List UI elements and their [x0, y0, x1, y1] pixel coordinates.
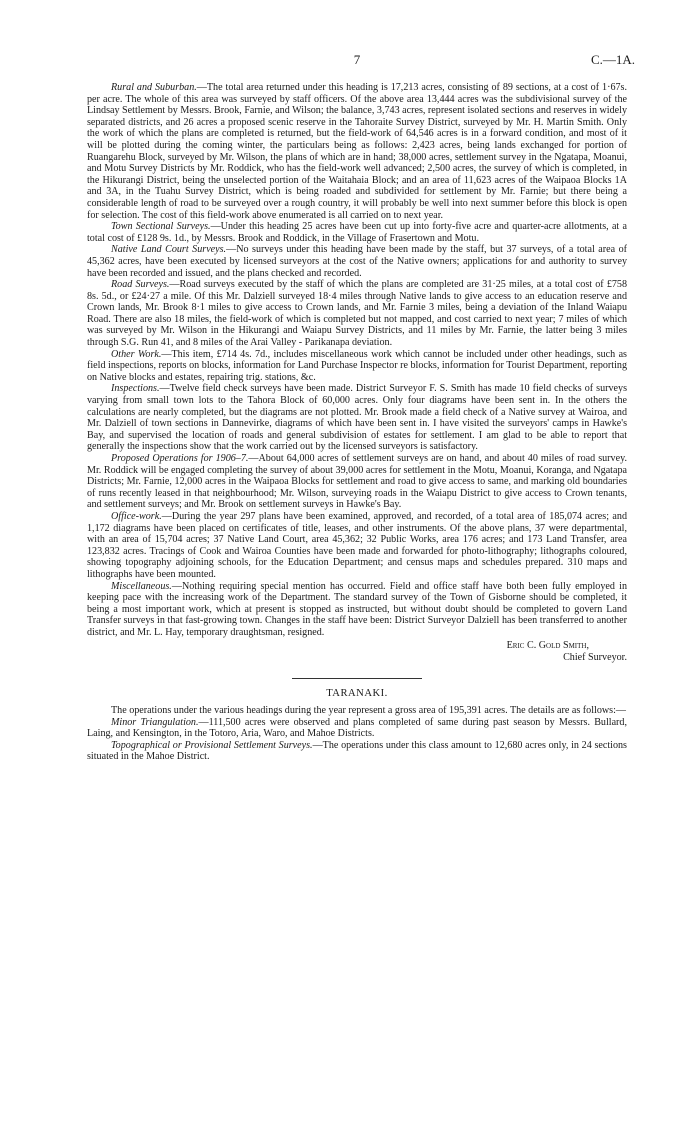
- paragraph-text: —Nothing requiring special mention has occurred. Field and office staff have both been fully employed in keeping pace with the increasing work of the Department. The standard survey of the Town of Gisborne should be completed, it being a most important work, which at present is stopped as instructed, but without doubt should be completed to govern Land Transfer surveys in that fast-growing town. Changes in the staff have been: District Surveyor Dalziell has been transferred to another district, and Mr. L. Hay, temporary draughtsman, resigned.: [87, 580, 627, 638]
- paragraph-heading: Road Surveys.: [111, 279, 170, 291]
- paragraph-text: —The operations under this class amount to 12,680 acres only, in 24 sections situated in the Mahoe District.: [87, 739, 627, 763]
- document-page: [87, 52, 635, 763]
- paragraph-text: —This item, £714 4s. 7d., includes miscellaneous work which cannot be included under other headings, such as field inspections, reports on blocks, information for Land Purchase Inspector re blocks, information for Tourist Department, reporting on Native blocks and estates, repairing trig. stations, &c.: [87, 348, 627, 383]
- signature-block: [87, 640, 627, 664]
- paragraph-minor-triangulation: [87, 717, 627, 740]
- report-body: [87, 82, 627, 763]
- paragraph-heading: Office-work.: [111, 510, 162, 522]
- paragraph-road-surveys: [87, 279, 627, 349]
- paragraph-miscellaneous: [87, 581, 627, 639]
- section-divider: [292, 678, 422, 679]
- paragraph-inspections: [87, 383, 627, 453]
- paragraph-text: —Twelve field check surveys have been made. District Surveyor F. S. Smith has made 10 field checks of surveys varying from small town lots to the Tahora Block of 60,000 acres. Only four diagrams have been sent in. In the others the calculations are nearly completed, but the diagrams are not plotted. Mr. Brook made a field check of a Native survey at Wairoa, and Mr. Dalziell of town sections in Dannevirke, diagrams of which have been sent in. I have visited the surveyors' camps in Hawke's Bay, and supervised the location of roads and general subdivision of estates for settlement. I am glad to be able to report that generally the inspections show that the work carried out by the licensed surveyors is satisfactory.: [87, 383, 627, 453]
- signature-name: Eric C. Gold Smith,: [506, 639, 589, 651]
- paragraph-native-land-court: [87, 244, 627, 279]
- paragraph-text: —Under this heading 25 acres have been cut up into forty-five acre and quarter-acre allotments, at a total cost of £128 9s. 1d., by Messrs. Brook and Roddick, in the Village of Frasertown and Motu.: [87, 221, 627, 244]
- paragraph-topographical-surveys: [87, 740, 627, 763]
- signature-title: Chief Surveyor.: [563, 651, 627, 663]
- paragraph-office-work: [87, 511, 627, 581]
- paragraph-heading: Miscellaneous.: [111, 580, 172, 592]
- paragraph-proposed-operations: [87, 453, 627, 511]
- paragraph-heading: Inspections.: [111, 383, 160, 395]
- document-reference: C.—1A.: [590, 52, 635, 67]
- page-header: [87, 52, 635, 72]
- page-number: 7: [353, 52, 361, 67]
- paragraph-text: —Road surveys executed by the staff of which the plans are completed are 31·25 miles, at a total cost of £758 8s. 5d., or £24·27 a mile. Of this Mr. Dalziell surveyed 18·4 miles through Native lands to give access to an education reserve and Crown lands, Mr. Brook 8·1 miles to give access to Crown lands, and Mr. Farnie 3 miles, being a deviation of the Inland Waiapu Road. There are also 18 miles, the field-work of which is completed but not mapped, and cost carried to next year; 7 miles of which was surveyed by Mr. Wilson in the Hikurangi and Waiapu Survey Districts, and 11 miles by Mr. Farnie, the latter being 3 miles through S.G. Run 41, and 8 miles of the Arai Valley - Parikanapa deviation.: [87, 279, 627, 349]
- paragraph-text: —No surveys under this heading have been made by the staff, but 37 surveys, of a total area of 45,362 acres, have been executed by licensed surveyors at the cost of the Native owners; applications for and authority to survey have been recorded and issued, and the plans checked and recorded.: [87, 244, 627, 279]
- paragraph-heading: Topographical or Provisional Settlement Surveys.: [111, 739, 313, 751]
- paragraph-heading: Minor Triangulation.: [111, 716, 199, 728]
- paragraph-town-sectional: [87, 221, 627, 244]
- paragraph-heading: Rural and Suburban.: [111, 82, 197, 93]
- paragraph-text: The operations under the various headings during the year represent a gross area of 195,391 acres. The details are as follows:—: [111, 705, 626, 717]
- paragraph-text: —The total area returned under this heading is 17,213 acres, consisting of 89 sections, at a cost of 1·67s. per acre. The whole of this area was surveyed by staff officers. Of the above area 13,444 acres was the subdivisional survey of the Lindsay Settlement by Messrs. Brook, Farnie, and Wilson; the balance, 3,743 acres, represent isolated sections and reserves in widely separated districts, and 26 acres a proposed scenic reserve in the Tahoraite Survey District, surveyed by Mr. H. Martin Smith. Only the work of which the plans are completed is returned, but the field-work of 64,546 acres is in a forward condition, and most of it will be plotted during the coming winter, the particulars being as follows: 2,423 acres, being lands exchanged for portion of Ruangarehu Block, surveyed by Mr. Wilson, the plans of which are in hand; 38,000 acres, settlement survey in the Ngatapa, Moanui, and Motu Survey Districts by Mr. Roddick, who has the field-work well advanced; 2,500 acres, the survey of which is completed, in the Hikurangi District, being the unselected portion of the Waitahaia Block; and an area of 11,623 acres of the Waipaoa Blocks 1A and 3A, in the Tuahu Survey District, which is being roaded and subdivided for settlement by Mr. Farnie; but there being a considerable length of road to be surveyed over a rough country, it will probably be well into next summer before this block is open for selection. The cost of this field-work above enumerated is all carried on to next year.: [87, 82, 627, 221]
- paragraph-text: —About 64,000 acres of settlement surveys are on hand, and about 40 miles of road survey. Mr. Roddick will be engaged completing the survey of about 39,000 acres for settlement in the Motu, Moanui, Koranga, and Ngatapa Districts; Mr. Farnie, 12,000 acres in the Waipaoa Blocks for settlement and road to give access to same, and marking old boundaries of runs recently leased in that neighbourhood; Mr. Wilson, surveying roads in the Waiapu District to give access to Crown tenants, and settlement surveys; and Mr. Brook on settlement surveys in Hawke's Bay.: [87, 453, 627, 511]
- paragraph-heading: Proposed Operations for 1906–7.: [111, 453, 249, 464]
- paragraph-other-work: [87, 349, 627, 384]
- paragraph-text: —111,500 acres were observed and plans completed of same during past season by Messrs. Bullard, Laing, and Kensington, in the Totoro, Aria, Waro, and Mahoe Districts.: [87, 716, 627, 740]
- paragraph-taranaki-intro: [87, 705, 627, 717]
- paragraph-heading: Native Land Court Surveys.: [111, 244, 227, 256]
- paragraph-heading: Town Sectional Surveys.: [111, 221, 211, 233]
- section-title-taranaki: TARANAKI.: [326, 687, 388, 699]
- paragraph-rural-suburban: [87, 82, 627, 221]
- paragraph-heading: Other Work.: [111, 348, 162, 360]
- paragraph-text: —During the year 297 plans have been examined, approved, and recorded, of a total area of 185,074 acres; and 1,172 diagrams have been placed on certificates of title, leases, and other instruments. Of the above plans, 37 were departmental, with an area of 15,704 acres; 37 Native Land Court, area 45,362; 32 Public Works, area 176 acres; and 173 Land Transfer, area 123,832 acres. Tracings of Cook and Wairoa Counties have been made and forwarded for photo-lithography; lithographs coloured, showing topography adjoining schools, for the Education Department; and census maps and schedules prepared. 310 maps and lithographs have been mounted.: [87, 510, 627, 580]
